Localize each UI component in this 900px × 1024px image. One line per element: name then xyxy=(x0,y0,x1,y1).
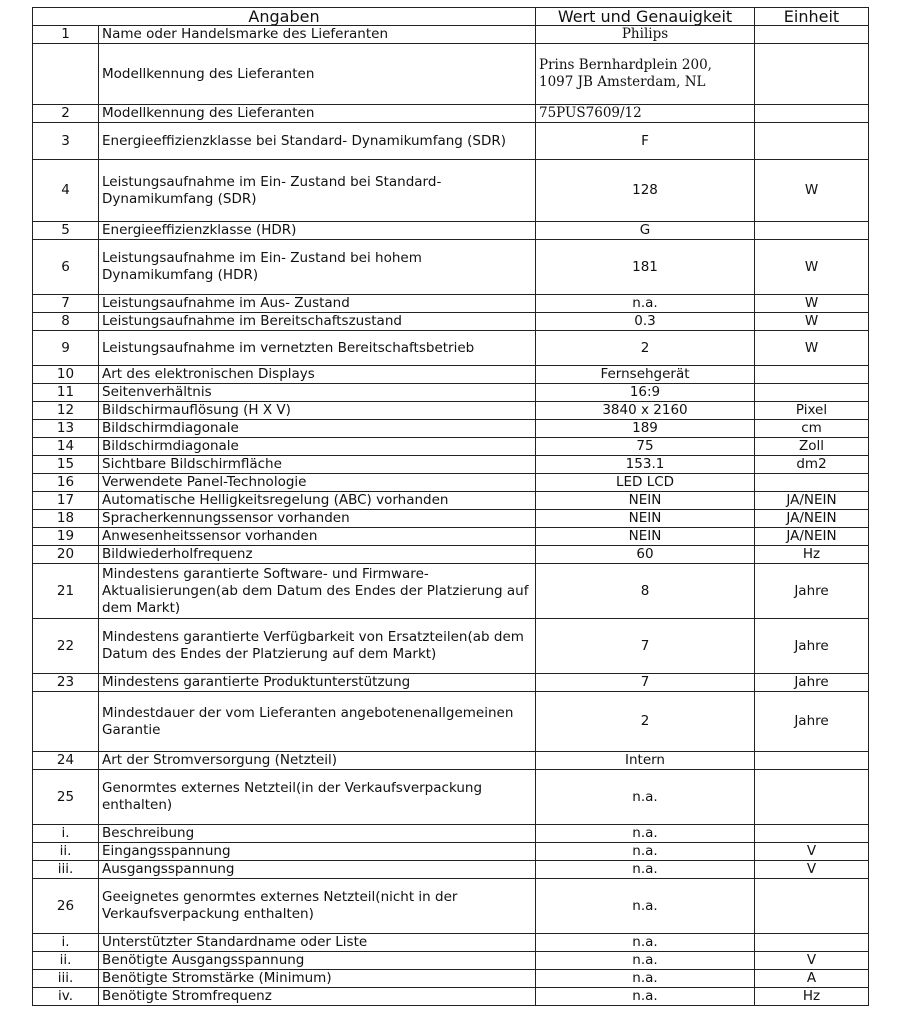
row-value: n.a. xyxy=(536,825,755,843)
table-row xyxy=(33,366,869,384)
table-row xyxy=(33,879,869,934)
table-row xyxy=(33,160,869,222)
row-unit: Jahre xyxy=(755,619,869,674)
row-label: Name oder Handelsmarke des Lieferanten xyxy=(99,26,536,44)
table-row xyxy=(33,528,869,546)
row-label: Bildschirmauflösung (H X V) xyxy=(99,402,536,420)
row-value: 153.1 xyxy=(536,456,755,474)
row-value: Intern xyxy=(536,752,755,770)
table-row xyxy=(33,474,869,492)
row-number: 4 xyxy=(33,160,99,222)
row-unit xyxy=(755,934,869,952)
row-number: 1 xyxy=(33,26,99,44)
row-label: Benötigte Stromfrequenz xyxy=(99,988,536,1006)
table-row xyxy=(33,674,869,692)
row-label: Bildwiederholfrequenz xyxy=(99,546,536,564)
table-row xyxy=(33,988,869,1006)
row-unit xyxy=(755,123,869,160)
row-unit: W xyxy=(755,160,869,222)
row-number: 17 xyxy=(33,492,99,510)
row-unit: Hz xyxy=(755,546,869,564)
row-unit: Zoll xyxy=(755,438,869,456)
row-number: 21 xyxy=(33,564,99,619)
row-unit: W xyxy=(755,240,869,295)
row-number: ii. xyxy=(33,843,99,861)
table-row xyxy=(33,770,869,825)
row-value: 75 xyxy=(536,438,755,456)
row-label: Modellkennung des Lieferanten xyxy=(99,105,536,123)
row-unit: dm2 xyxy=(755,456,869,474)
row-value: 2 xyxy=(536,331,755,366)
table-row xyxy=(33,843,869,861)
row-unit: JA/NEIN xyxy=(755,510,869,528)
product-information-sheet-table xyxy=(32,7,869,1006)
row-value: n.a. xyxy=(536,879,755,934)
row-number: 8 xyxy=(33,313,99,331)
row-label: Anwesenheitssensor vorhanden xyxy=(99,528,536,546)
row-number: iii. xyxy=(33,970,99,988)
table-row xyxy=(33,564,869,619)
row-label: Unterstützter Standardname oder Liste xyxy=(99,934,536,952)
row-value: n.a. xyxy=(536,934,755,952)
row-number: iii. xyxy=(33,861,99,879)
table-row xyxy=(33,105,869,123)
row-label: Eingangsspannung xyxy=(99,843,536,861)
row-unit: JA/NEIN xyxy=(755,492,869,510)
table-row xyxy=(33,692,869,752)
table-row xyxy=(33,26,869,44)
row-label: Leistungsaufnahme im Ein- Zustand bei hohem Dynamikumfang (HDR) xyxy=(99,240,536,295)
row-label: Beschreibung xyxy=(99,825,536,843)
table-row xyxy=(33,402,869,420)
row-unit xyxy=(755,26,869,44)
row-unit xyxy=(755,879,869,934)
row-value: 181 xyxy=(536,240,755,295)
row-label: Verwendete Panel-Technologie xyxy=(99,474,536,492)
row-value: n.a. xyxy=(536,952,755,970)
row-label: Mindestdauer der vom Lieferanten angebotenenallgemeinen Garantie xyxy=(99,692,536,752)
row-number: 2 xyxy=(33,105,99,123)
row-unit xyxy=(755,770,869,825)
row-value: 7 xyxy=(536,619,755,674)
table-row xyxy=(33,492,869,510)
row-unit: Jahre xyxy=(755,674,869,692)
header-info: Angaben xyxy=(33,8,536,26)
row-label: Genormtes externes Netzteil(in der Verkaufsverpackung enthalten) xyxy=(99,770,536,825)
row-number: 14 xyxy=(33,438,99,456)
table-row xyxy=(33,123,869,160)
row-number: 20 xyxy=(33,546,99,564)
row-unit: V xyxy=(755,843,869,861)
row-value: NEIN xyxy=(536,528,755,546)
row-label: Geeignetes genormtes externes Netzteil(nicht in der Verkaufsverpackung enthalten) xyxy=(99,879,536,934)
row-value: G xyxy=(536,222,755,240)
row-value: 3840 x 2160 xyxy=(536,402,755,420)
table-row xyxy=(33,934,869,952)
table-row xyxy=(33,240,869,295)
row-value: 189 xyxy=(536,420,755,438)
row-number: 6 xyxy=(33,240,99,295)
row-unit: W xyxy=(755,313,869,331)
row-value: 8 xyxy=(536,564,755,619)
row-value: 7 xyxy=(536,674,755,692)
row-unit xyxy=(755,105,869,123)
row-value: n.a. xyxy=(536,295,755,313)
row-number: 7 xyxy=(33,295,99,313)
row-label: Art der Stromversorgung (Netzteil) xyxy=(99,752,536,770)
header-row xyxy=(33,8,869,26)
row-value: n.a. xyxy=(536,861,755,879)
row-label: Leistungsaufnahme im Bereitschaftszustand xyxy=(99,313,536,331)
header-unit: Einheit xyxy=(755,8,869,26)
row-number: i. xyxy=(33,825,99,843)
row-value: Prins Bernhardplein 200, 1097 JB Amsterdam, NL xyxy=(536,44,755,105)
row-unit: V xyxy=(755,861,869,879)
row-number: 11 xyxy=(33,384,99,402)
row-label: Leistungsaufnahme im Ein- Zustand bei Standard-Dynamikumfang (SDR) xyxy=(99,160,536,222)
table-row xyxy=(33,384,869,402)
row-label: Ausgangsspannung xyxy=(99,861,536,879)
row-unit: Pixel xyxy=(755,402,869,420)
row-number: 3 xyxy=(33,123,99,160)
row-value: 75PUS7609/12 xyxy=(536,105,755,123)
row-label: Energieeffizienzklasse bei Standard- Dynamikumfang (SDR) xyxy=(99,123,536,160)
row-unit: Jahre xyxy=(755,564,869,619)
row-unit: cm xyxy=(755,420,869,438)
row-value: Fernsehgerät xyxy=(536,366,755,384)
table-row xyxy=(33,825,869,843)
row-value: n.a. xyxy=(536,988,755,1006)
row-number: 23 xyxy=(33,674,99,692)
row-value: 2 xyxy=(536,692,755,752)
row-label: Automatische Helligkeitsregelung (ABC) vorhanden xyxy=(99,492,536,510)
row-number: 18 xyxy=(33,510,99,528)
row-number: 10 xyxy=(33,366,99,384)
row-unit xyxy=(755,222,869,240)
row-number: ii. xyxy=(33,952,99,970)
row-label: Benötigte Ausgangsspannung xyxy=(99,952,536,970)
table-row xyxy=(33,295,869,313)
row-value: 0.3 xyxy=(536,313,755,331)
header-value: Wert und Genauigkeit xyxy=(536,8,755,26)
row-number xyxy=(33,44,99,105)
table-row xyxy=(33,952,869,970)
row-number: 26 xyxy=(33,879,99,934)
row-unit xyxy=(755,44,869,105)
row-number: 15 xyxy=(33,456,99,474)
row-value: 60 xyxy=(536,546,755,564)
row-unit: W xyxy=(755,295,869,313)
row-value: F xyxy=(536,123,755,160)
row-unit: JA/NEIN xyxy=(755,528,869,546)
row-value: n.a. xyxy=(536,843,755,861)
row-number: 25 xyxy=(33,770,99,825)
row-value: NEIN xyxy=(536,510,755,528)
row-number: 9 xyxy=(33,331,99,366)
row-value: n.a. xyxy=(536,970,755,988)
row-unit xyxy=(755,825,869,843)
row-label: Mindestens garantierte Produktunterstützung xyxy=(99,674,536,692)
table-row xyxy=(33,438,869,456)
row-unit xyxy=(755,384,869,402)
table-row xyxy=(33,546,869,564)
table-row xyxy=(33,970,869,988)
row-number: 16 xyxy=(33,474,99,492)
row-label: Sichtbare Bildschirmfläche xyxy=(99,456,536,474)
row-number: 19 xyxy=(33,528,99,546)
row-number: i. xyxy=(33,934,99,952)
row-label: Mindestens garantierte Software- und Firmware-Aktualisierungen(ab dem Datum des Endes der Platzierung auf dem Markt) xyxy=(99,564,536,619)
row-label: Leistungsaufnahme im Aus- Zustand xyxy=(99,295,536,313)
row-number: 5 xyxy=(33,222,99,240)
row-label: Modellkennung des Lieferanten xyxy=(99,44,536,105)
row-unit: V xyxy=(755,952,869,970)
table-row xyxy=(33,752,869,770)
table-row xyxy=(33,420,869,438)
row-value: LED LCD xyxy=(536,474,755,492)
row-number: 13 xyxy=(33,420,99,438)
row-label: Seitenverhältnis xyxy=(99,384,536,402)
table-row xyxy=(33,222,869,240)
row-unit xyxy=(755,752,869,770)
row-label: Bildschirmdiagonale xyxy=(99,420,536,438)
row-value: n.a. xyxy=(536,770,755,825)
row-label: Energieeffizienzklasse (HDR) xyxy=(99,222,536,240)
row-unit: A xyxy=(755,970,869,988)
table-row xyxy=(33,456,869,474)
row-unit: Jahre xyxy=(755,692,869,752)
row-number: iv. xyxy=(33,988,99,1006)
table-row xyxy=(33,510,869,528)
table-row xyxy=(33,331,869,366)
table-row xyxy=(33,44,869,105)
row-label: Benötigte Stromstärke (Minimum) xyxy=(99,970,536,988)
table-row xyxy=(33,313,869,331)
row-unit: Hz xyxy=(755,988,869,1006)
row-label: Bildschirmdiagonale xyxy=(99,438,536,456)
table-row xyxy=(33,619,869,674)
row-value: Philips xyxy=(536,26,755,44)
row-value: 16:9 xyxy=(536,384,755,402)
row-unit xyxy=(755,474,869,492)
row-label: Art des elektronischen Displays xyxy=(99,366,536,384)
row-number: 24 xyxy=(33,752,99,770)
row-label: Leistungsaufnahme im vernetzten Bereitschaftsbetrieb xyxy=(99,331,536,366)
row-unit: W xyxy=(755,331,869,366)
row-label: Spracherkennungssensor vorhanden xyxy=(99,510,536,528)
row-number xyxy=(33,692,99,752)
row-value: NEIN xyxy=(536,492,755,510)
row-unit xyxy=(755,366,869,384)
row-label: Mindestens garantierte Verfügbarkeit von Ersatzteilen(ab dem Datum des Endes der Platzierung auf dem Markt) xyxy=(99,619,536,674)
row-value: 128 xyxy=(536,160,755,222)
table-body xyxy=(33,26,869,1006)
table-row xyxy=(33,861,869,879)
row-number: 22 xyxy=(33,619,99,674)
row-number: 12 xyxy=(33,402,99,420)
